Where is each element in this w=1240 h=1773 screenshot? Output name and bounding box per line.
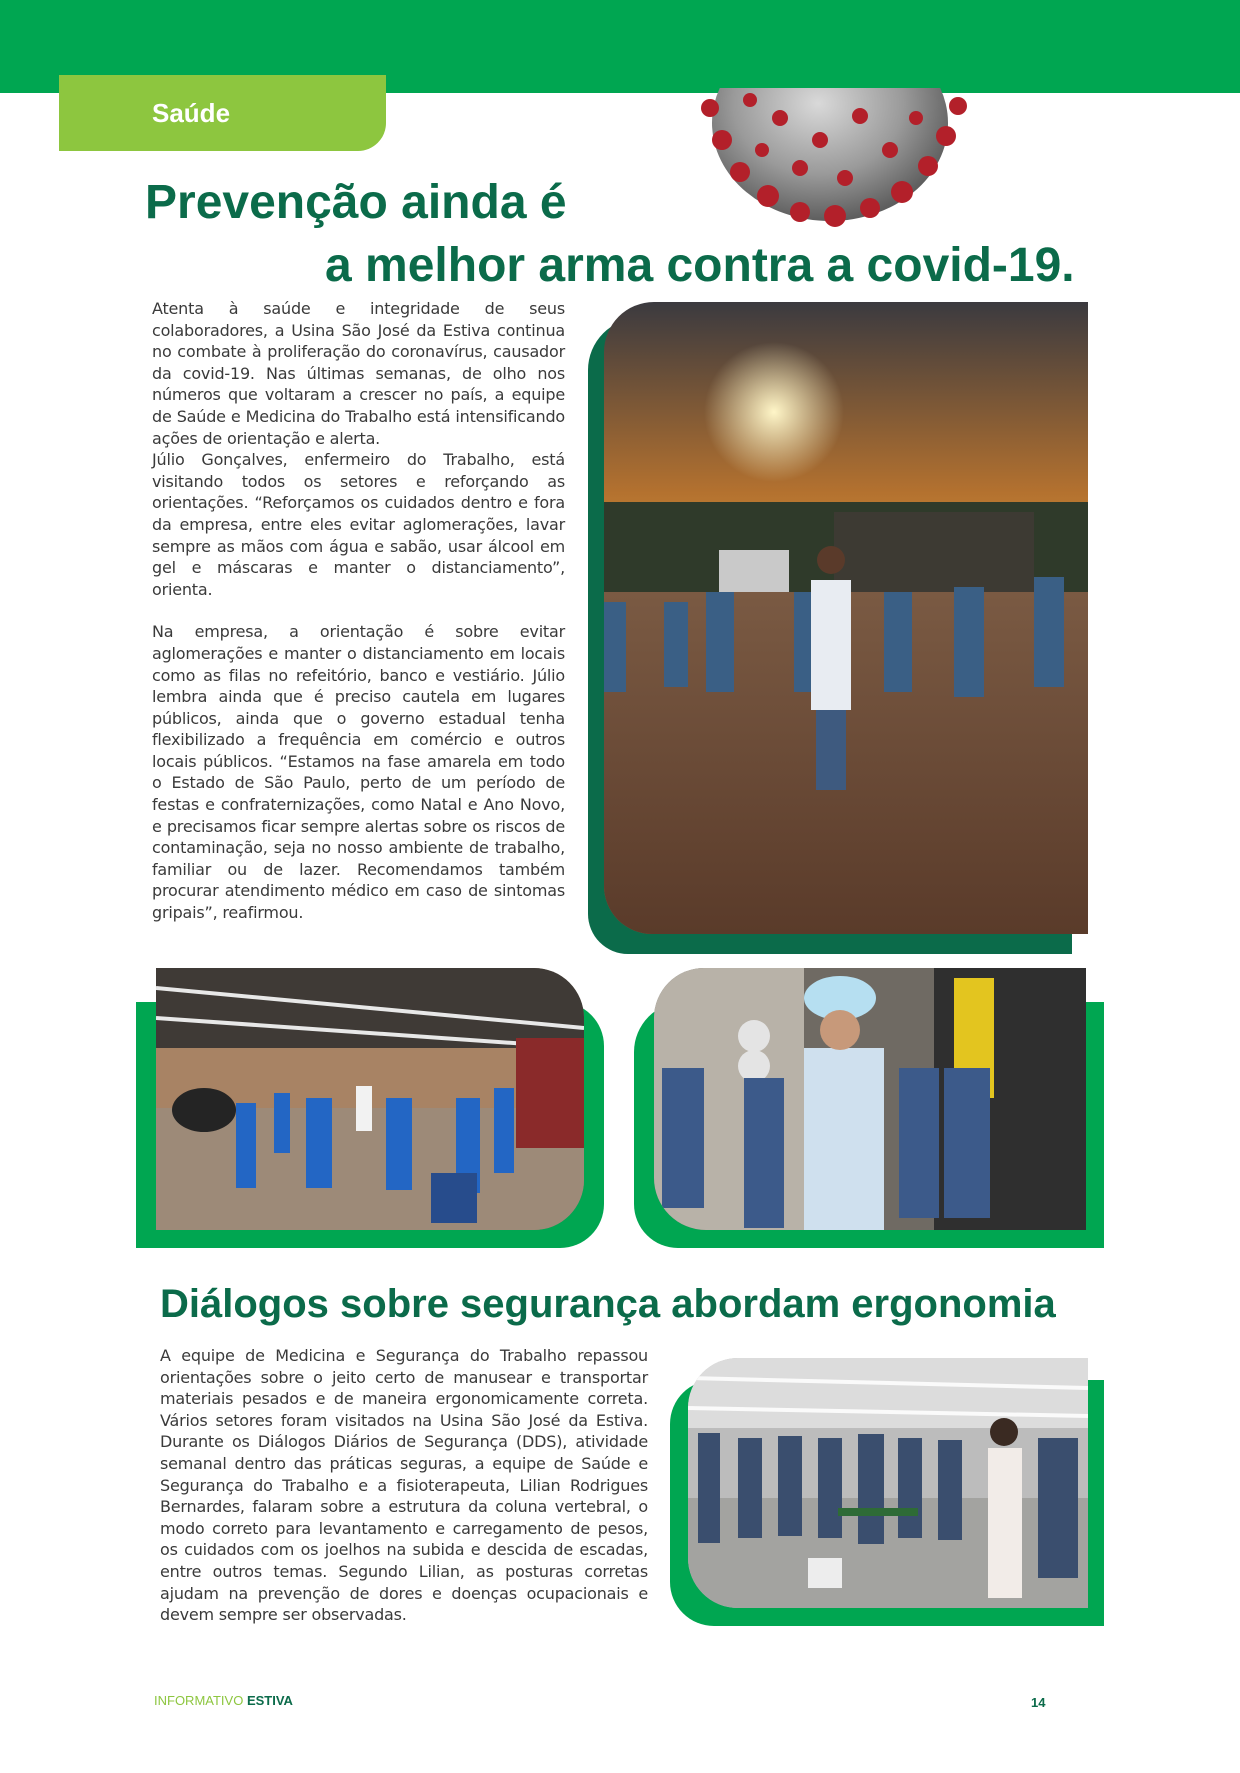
ergonomics-talk-photo xyxy=(688,1358,1088,1608)
footer-brand-bold: ESTIVA xyxy=(246,1693,293,1708)
footer-brand-light: INFORMATIVO xyxy=(154,1693,244,1708)
photo-illustration xyxy=(688,1358,1088,1608)
article-paragraph: Júlio Gonçalves, enfermeiro do Trabalho, está visitando todos os setores e reforçando as orientações. “Reforçamos os cuidados dentro e fora da empresa, entre eles evitar aglomerações, lavar sempre as mãos com água e sabão, usar álcool em gel e máscaras e manter o distanciamento”, orienta. xyxy=(152,450,565,599)
article2-title: Diálogos sobre segurança abordam ergonomia xyxy=(160,1282,1056,1326)
article-body xyxy=(152,298,565,924)
article-paragraph: Atenta à saúde e integridade de seus colaboradores, a Usina São José da Estiva continua no combate à proliferação do coronavírus, causador da covid-19. Nas últimas semanas, de olho nos números que voltaram a crescer no país, a equipe de Saúde e Medicina do Trabalho está intensificando ações de orientação e alerta. xyxy=(152,299,565,448)
sunset-team-photo xyxy=(604,302,1088,934)
page-number: 14 xyxy=(1031,1695,1046,1710)
photo-illustration xyxy=(156,968,584,1230)
section-tab: Saúde xyxy=(59,75,386,151)
article-title-line2: a melhor arma contra a covid-19. xyxy=(325,239,1075,292)
article-title-line1: Prevenção ainda é xyxy=(145,176,567,229)
photo-illustration xyxy=(604,302,1088,934)
forklift-team-photo xyxy=(654,968,1086,1230)
workshop-team-photo xyxy=(156,968,584,1230)
coronavirus-illustration xyxy=(690,88,980,228)
article-paragraph: Na empresa, a orientação é sobre evitar aglomerações e manter o distanciamento em locais como as filas no refeitório, banco e vestiário. Júlio lembra ainda que é preciso cautela em lugares públicos, ainda que o governo estadual tenha flexibilizado a frequência em comércio e outros locais públicos. “Estamos na fase amarela em todo o Estado de São Paulo, perto de um período de festas e confraternizações, como Natal e Ano Novo, e precisamos ficar sempre alertas sobre os riscos de contaminação, seja no nosso ambiente de trabalho, familiar ou de lazer. Recomendamos também procurar atendimento médico em caso de sintomas gripais”, reafirmou. xyxy=(152,622,565,923)
article2-body: A equipe de Medicina e Segurança do Trabalho repassou orientações sobre o jeito certo de manusear e transportar materiais pesados e de maneira ergonomicamente correta. Vários setores foram visitados na Usina São José da Estiva. Durante os Diálogos Diários de Segurança (DDS), atividade semanal dentro das práticas seguras, a equipe de Saúde e Segurança do Trabalho e a fisioterapeuta, Lilian Rodrigues Bernardes, falaram sobre a estrutura da coluna vertebral, o modo correto para levantamento e carregamento de pesos, os cuidados com os joelhos na subida e descida de escadas, entre outros temas. Segundo Lilian, as posturas corretas ajudam na prevenção de dores e doenças ocupacionais e devem sempre ser observadas. xyxy=(160,1346,648,1625)
footer-brand xyxy=(154,1693,293,1708)
photo-illustration xyxy=(654,968,1086,1230)
